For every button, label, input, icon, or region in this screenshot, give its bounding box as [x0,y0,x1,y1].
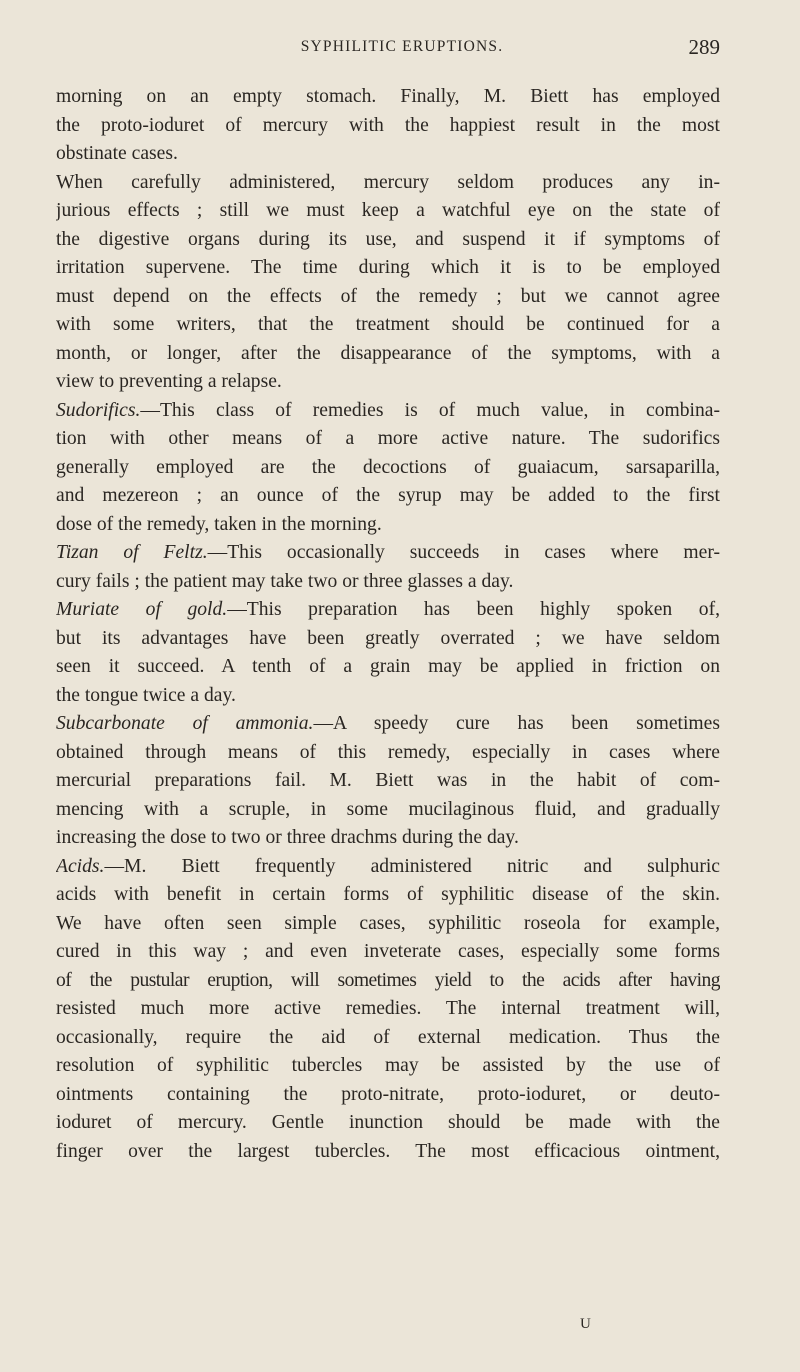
line-text: tion with other means of a more active nature. The sudorifics [56,428,720,449]
line-text: mercurial preparations fail. M. Biett was in the habit of com- [56,770,720,791]
section-heading: Tizan of Feltz. [56,542,208,563]
line-text: and mezereon ; an ounce of the syrup may be added to the first [56,485,720,506]
line-text: jurious effects ; still we must keep a watchful eye on the state of [56,200,720,221]
text-line [56,910,720,939]
text-line [56,1081,720,1110]
text-line [56,454,720,483]
page-header [84,35,720,68]
text-line [56,568,720,597]
text-line [56,1052,720,1081]
line-text: ioduret of mercury. Gentle inunction should be made with the [56,1112,720,1133]
text-line [56,596,720,625]
text-line [56,995,720,1024]
section-heading: Acids. [56,855,105,877]
text-line [56,853,720,882]
text-line [56,197,720,226]
line-text: of the pustular eruption, will sometimes yield to the acids after having [56,969,720,991]
text-line [56,653,720,682]
line-text: ointments containing the proto-nitrate, proto-ioduret, or deuto- [56,1083,720,1105]
line-text: seen it succeed. A tenth of a grain may be applied in friction on [56,656,720,677]
signature-mark: U [580,1316,592,1332]
text-line [56,1138,720,1167]
text-line [56,938,720,967]
line-text: resisted much more active remedies. The internal treatment will, [56,998,720,1019]
text-line [56,254,720,283]
text-line [56,226,720,255]
text-line [56,1024,720,1053]
text-line [56,824,720,853]
text-line [56,625,720,654]
line-text: generally employed are the decoctions of guaiacum, sarsaparilla, [56,456,720,478]
line-text: month, or longer, after the disappearance of the symptoms, with a [56,342,720,364]
line-text: cury fails ; the patient may take two or three glasses a day. [56,570,514,592]
line-text: —M. Biett frequently administered nitric and sulphuric [104,855,720,877]
line-text: the proto-ioduret of mercury with the happiest result in the most [56,114,720,136]
line-text: obtained through means of this remedy, especially in cases where [56,741,720,763]
line-text: irritation supervene. The time during which it is to be employed [56,257,720,278]
line-text: morning on an empty stomach. Finally, M. Biett has employed [56,86,720,107]
line-text: the digestive organs during its use, and suspend it if symptoms of [56,228,720,250]
line-text: When carefully administered, mercury seldom produces any in- [56,171,720,193]
line-text: cured in this way ; and even inveterate cases, especially some forms [56,941,720,962]
line-text: but its advantages have been greatly overrated ; we have seldom [56,627,720,649]
text-line [56,967,720,996]
line-text: finger over the largest tubercles. The most efficacious ointment, [56,1140,720,1162]
section-heading: Muriate of gold. [56,599,228,620]
page-number: 289 [688,35,720,59]
line-text: dose of the remedy, taken in the morning. [56,513,382,535]
line-text: —This preparation has been highly spoken of, [227,599,720,620]
section-heading: Subcarbonate of ammonia. [56,713,314,734]
line-text: resolution of syphilitic tubercles may be assisted by the use of [56,1055,720,1076]
text-line [56,682,720,711]
line-text: the tongue twice a day. [56,684,236,706]
line-text: We have often seen simple cases, syphilitic roseola for example, [56,912,720,934]
body-text [56,83,720,1166]
text-line [56,739,720,768]
section-heading: Sudorifics. [56,399,141,421]
text-line [56,710,720,739]
line-text: —This class of remedies is of much value, in combina- [140,399,720,421]
text-line [56,140,720,169]
line-text: mencing with a scruple, in some mucilaginous fluid, and gradually [56,798,720,820]
line-text: —A speedy cure has been sometimes [313,713,720,734]
line-text: —This occasionally succeeds in cases where mer- [207,542,720,563]
text-line [56,112,720,141]
text-line [56,796,720,825]
text-line [56,511,720,540]
text-line [56,311,720,340]
line-text: occasionally, require the aid of external medication. Thus the [56,1026,720,1048]
text-line [56,283,720,312]
text-line [56,539,720,568]
text-line [56,425,720,454]
line-text: obstinate cases. [56,143,178,164]
line-text: acids with benefit in certain forms of syphilitic disease of the skin. [56,884,720,905]
text-line [56,368,720,397]
text-line [56,397,720,426]
running-head: SYPHILITIC ERUPTIONS. [300,38,504,55]
text-line [56,1109,720,1138]
line-text: increasing the dose to two or three drachms during the day. [56,827,519,848]
text-line [56,340,720,369]
line-text: view to preventing a relapse. [56,371,282,392]
text-line [56,169,720,198]
text-line [56,881,720,910]
text-line [56,83,720,112]
text-line [56,767,720,796]
line-text: with some writers, that the treatment should be continued for a [56,314,720,335]
line-text: must depend on the effects of the remedy ; but we cannot agree [56,285,720,307]
text-line [56,482,720,511]
